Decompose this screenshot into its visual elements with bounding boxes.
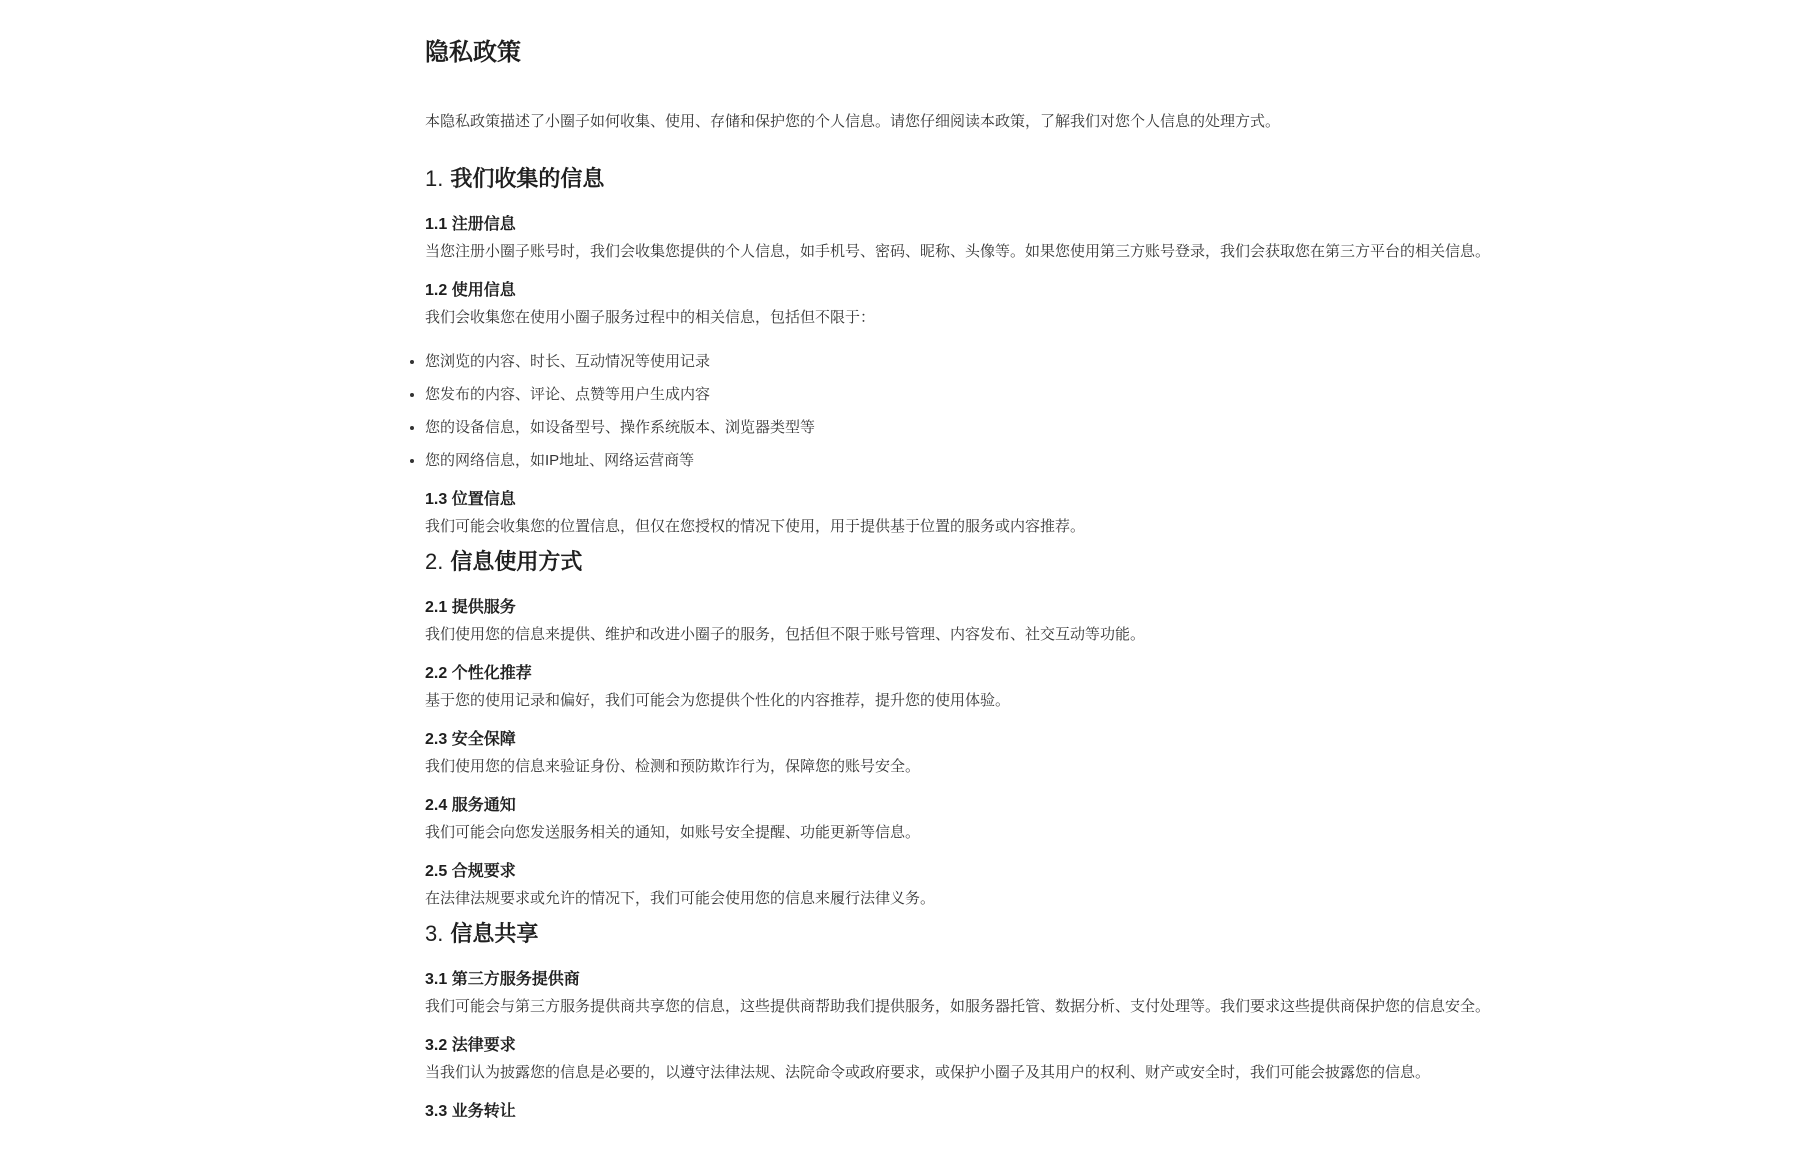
subsection-1-1-body: 当您注册小圈子账号时，我们会收集您提供的个人信息，如手机号、密码、昵称、头像等。如果您使用第三方账号登录，我们会获取您在第三方平台的相关信息。 [425, 243, 1491, 260]
section-1-number: 1. [425, 166, 444, 191]
subsection-2-3-body: 我们使用您的信息来验证身份、检测和预防欺诈行为，保障您的账号安全。 [425, 758, 921, 775]
section-3-title: 信息共享 [450, 921, 539, 946]
bullet-item: • 您浏览的内容、时长、互动情况等使用记录 [425, 350, 1600, 374]
subsection-1-3-body: 我们可能会收集您的位置信息，但仅在您授权的情况下使用，用于提供基于位置的服务或内容推荐。 [425, 518, 1086, 535]
subsection-3-3-heading: 3.3 业务转让 [425, 1103, 516, 1120]
subsection-2-4-heading: 2.4 服务通知 [425, 797, 516, 814]
subsection-2-3-heading: 2.3 安全保障 [425, 731, 516, 748]
usage-info-bullet-list [425, 350, 1600, 473]
subsection-2-2-heading: 2.2 个性化推荐 [425, 665, 532, 682]
subsection-2-2-body: 基于您的使用记录和偏好，我们可能会为您提供个性化的内容推荐，提升您的使用体验。 [425, 692, 1011, 709]
section-2-number: 2. [425, 549, 444, 574]
page-title: 隐私政策 [425, 39, 521, 66]
subsection-1-2-body: 我们会收集您在使用小圈子服务过程中的相关信息，包括但不限于： [425, 309, 876, 326]
section-2-heading [425, 549, 1600, 581]
subsection-3-1-heading: 3.1 第三方服务提供商 [425, 971, 580, 988]
subsection-1-1-heading: 1.1 注册信息 [425, 216, 516, 233]
subsection-1-3-heading: 1.3 位置信息 [425, 491, 516, 508]
privacy-policy-document [425, 38, 1600, 1123]
intro-paragraph: 本隐私政策描述了小圈子如何收集、使用、存储和保护您的个人信息。请您仔细阅读本政策，了解我们对您个人信息的处理方式。 [425, 113, 1281, 130]
subsection-2-5-body: 在法律法规要求或允许的情况下，我们可能会使用您的信息来履行法律义务。 [425, 890, 936, 907]
subsection-3-1-body: 我们可能会与第三方服务提供商共享您的信息，这些提供商帮助我们提供服务，如服务器托管、数据分析、支付处理等。我们要求这些提供商保护您的信息安全。 [425, 998, 1491, 1015]
bullet-item: • 您的设备信息，如设备型号、操作系统版本、浏览器类型等 [425, 416, 1600, 440]
section-1-title: 我们收集的信息 [450, 166, 605, 191]
subsection-2-1-body: 我们使用您的信息来提供、维护和改进小圈子的服务，包括但不限于账号管理、内容发布、社交互动等功能。 [425, 626, 1146, 643]
subsection-3-2-heading: 3.2 法律要求 [425, 1037, 516, 1054]
subsection-3-2-body: 当我们认为披露您的信息是必要的，以遵守法律法规、法院命令或政府要求，或保护小圈子及其用户的权利、财产或安全时，我们可能会披露您的信息。 [425, 1064, 1431, 1081]
bullet-item: • 您发布的内容、评论、点赞等用户生成内容 [425, 383, 1600, 407]
subsection-2-1-heading: 2.1 提供服务 [425, 599, 516, 616]
subsection-2-4-body: 我们可能会向您发送服务相关的通知，如账号安全提醒、功能更新等信息。 [425, 824, 921, 841]
section-1-heading [425, 166, 1600, 198]
bullet-item: • 您的网络信息，如IP地址、网络运营商等 [425, 449, 1600, 473]
subsection-2-5-heading: 2.5 合规要求 [425, 863, 516, 880]
section-3-number: 3. [425, 921, 444, 946]
section-2-title: 信息使用方式 [450, 549, 583, 574]
section-3-heading [425, 921, 1600, 953]
subsection-1-2-heading: 1.2 使用信息 [425, 282, 516, 299]
